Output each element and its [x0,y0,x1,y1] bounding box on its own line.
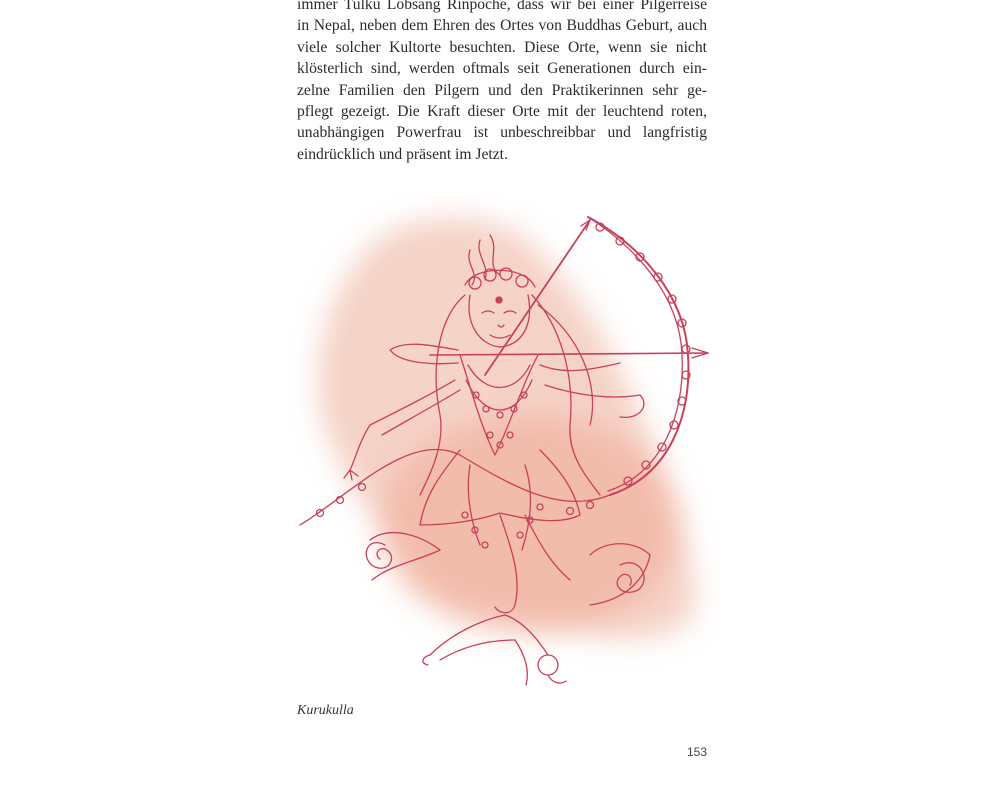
text-line: immer Tulku Lobsang Rinpoche, dass wir bei einer Pilgerreise [297,0,707,13]
page-number: 153 [686,745,707,759]
text-line: unabhängigen Powerfrau ist unbeschreibbar und langfristig [297,124,707,142]
text-line: eindrücklich und präsent im Jetzt. [297,145,508,163]
figure-caption: Kurukulla [297,703,354,718]
text-line: pflegt gezeigt. Die Kraft dieser Orte mit der leuchtend roten, [297,103,707,121]
body-paragraph [297,0,707,165]
text-line: zelne Familien den Pilgern und den Praktikerinnen sehr ge- [297,81,707,99]
text-line: viele solcher Kultorte besuchten. Diese Orte, wenn sie nicht [297,38,707,56]
kurukulla-illustration [290,195,720,700]
text-line: in Nepal, neben dem Ehren des Ortes von Buddhas Geburt, auch [297,17,707,35]
text-line: klösterlich sind, werden oftmals seit Generationen durch ein- [297,60,707,78]
illustration-svg [290,195,720,700]
